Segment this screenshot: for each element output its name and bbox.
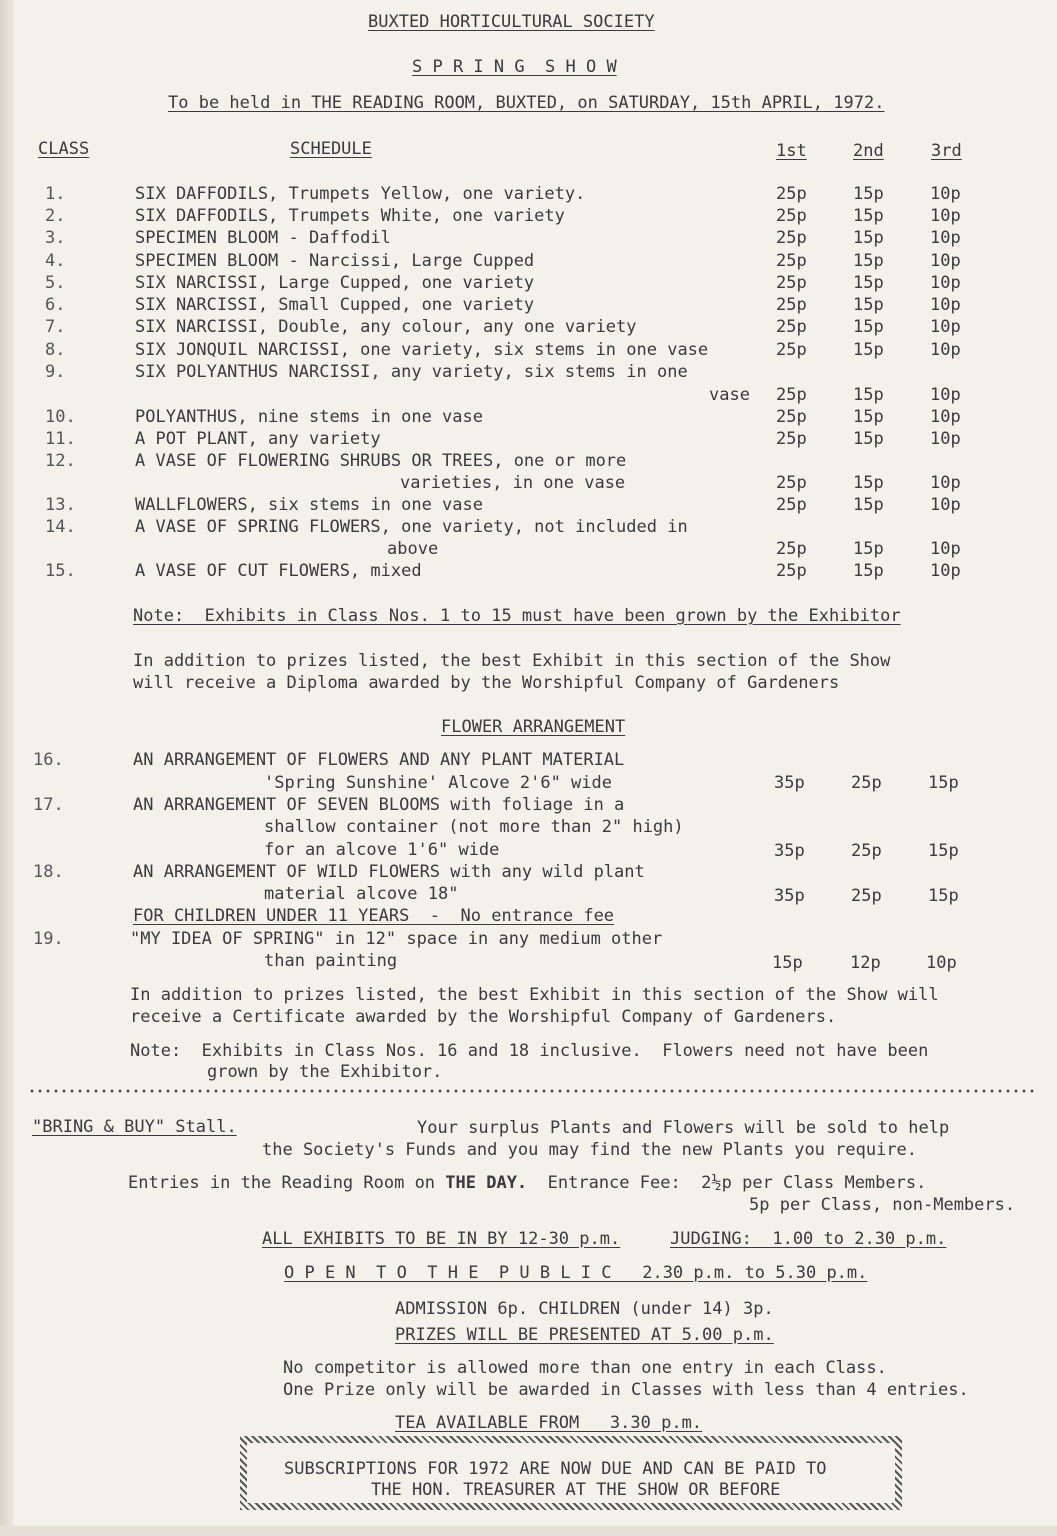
- class-number: 11.: [45, 429, 76, 449]
- third-prize: 10p: [930, 539, 961, 559]
- class-number: 2.: [45, 206, 66, 226]
- class-description: SIX NARCISSI, Small Cupped, one variety: [135, 295, 535, 315]
- class-description: AN ARRANGEMENT OF SEVEN BLOOMS with foliage in a: [133, 795, 625, 815]
- certificate-line-1: In addition to prizes listed, the best Exhibit in this section of the Show will: [130, 985, 939, 1005]
- class-description-cont: than painting: [264, 951, 398, 971]
- third-prize-header: 3rd: [931, 141, 962, 161]
- third-prize: 10p: [930, 407, 961, 427]
- second-prize: 15p: [853, 561, 884, 581]
- show-title: S P R I N G S H O W: [412, 57, 617, 77]
- class-description: SPECIMEN BLOOM - Daffodil: [135, 228, 391, 248]
- dotted-divider: [28, 1089, 1038, 1093]
- entrance-fee-non-members: 5p per Class, non-Members.: [749, 1195, 1016, 1215]
- second-prize: 15p: [853, 429, 884, 449]
- class-column-header: CLASS: [38, 139, 90, 159]
- note-not-grown-line-1: Note: Exhibits in Class Nos. 16 and 18 inclusive. Flowers need not have been: [130, 1041, 929, 1061]
- bring-and-buy-label: "BRING & BUY" Stall.: [32, 1117, 237, 1137]
- exhibits-deadline: ALL EXHIBITS TO BE IN BY 12-30 p.m.: [262, 1229, 621, 1249]
- second-prize: 15p: [853, 184, 884, 204]
- class-number: 3.: [45, 228, 66, 248]
- schedule-column-header: SCHEDULE: [290, 139, 372, 159]
- first-prize: 25p: [776, 251, 807, 271]
- first-prize: 25p: [776, 340, 807, 360]
- class-description: SIX JONQUIL NARCISSI, one variety, six stems in one vase: [135, 340, 709, 360]
- flower-arrangement-title: FLOWER ARRANGEMENT: [441, 717, 626, 737]
- class-number: 6.: [45, 295, 66, 315]
- bring-and-buy-line-2: the Society's Funds and you may find the new Plants you require.: [262, 1140, 918, 1160]
- second-prize: 15p: [853, 385, 884, 405]
- class-number: 17.: [33, 795, 64, 815]
- first-prize: 25p: [776, 473, 807, 493]
- class-number: 14.: [45, 517, 76, 537]
- third-prize: 10p: [930, 273, 961, 293]
- bring-and-buy-line-1: Your surplus Plants and Flowers will be sold to help: [417, 1118, 950, 1138]
- class-description: SIX POLYANTHUS NARCISSI, any variety, six stems in one: [135, 362, 688, 382]
- first-prize: 35p: [774, 841, 805, 861]
- first-prize: 25p: [776, 539, 807, 559]
- second-prize: 15p: [853, 407, 884, 427]
- open-to-public: O P E N T O T H E P U B L I C 2.30 p.m. to 5.30 p.m.: [284, 1263, 868, 1283]
- second-prize: 25p: [851, 886, 882, 906]
- rule-one-entry: No competitor is allowed more than one entry in each Class.: [283, 1358, 887, 1378]
- first-prize: 25p: [776, 561, 807, 581]
- third-prize: 10p: [930, 429, 961, 449]
- second-prize: 25p: [851, 773, 882, 793]
- class-description-cont: above: [387, 539, 439, 559]
- third-prize: 10p: [930, 340, 961, 360]
- first-prize: 25p: [776, 429, 807, 449]
- tea-available: TEA AVAILABLE FROM 3.30 p.m.: [395, 1413, 703, 1433]
- subscriptions-line-2: THE HON. TREASURER AT THE SHOW OR BEFORE: [371, 1480, 781, 1500]
- note-grown-by-exhibitor: Note: Exhibits in Class Nos. 1 to 15 must have been grown by the Exhibitor: [133, 606, 901, 626]
- class-number: 4.: [45, 251, 66, 271]
- class-description-cont: material alcove 18": [264, 884, 459, 904]
- class-number: 9.: [45, 362, 66, 382]
- third-prize: 10p: [930, 495, 961, 515]
- class-number: 7.: [45, 317, 66, 337]
- class-description: WALLFLOWERS, six stems in one vase: [135, 495, 483, 515]
- diploma-line-1: In addition to prizes listed, the best Exhibit in this section of the Show: [133, 651, 891, 671]
- third-prize: 10p: [930, 251, 961, 271]
- page-bottom-edge: [0, 1526, 1057, 1536]
- class-description: "MY IDEA OF SPRING" in 12" space in any medium other: [130, 929, 663, 949]
- second-prize: 15p: [853, 206, 884, 226]
- first-prize: 25p: [776, 385, 807, 405]
- certificate-line-2: receive a Certificate awarded by the Worshipful Company of Gardeners.: [130, 1007, 837, 1027]
- class-description-cont: shallow container (not more than 2" high): [264, 817, 684, 837]
- third-prize: 10p: [930, 385, 961, 405]
- class-number: 15.: [45, 561, 76, 581]
- second-prize: 15p: [853, 539, 884, 559]
- class-description: A VASE OF FLOWERING SHRUBS OR TREES, one or more: [135, 451, 627, 471]
- class-description: SIX NARCISSI, Double, any colour, any one variety: [135, 317, 637, 337]
- class-description: A POT PLANT, any variety: [135, 429, 381, 449]
- class-number: 5.: [45, 273, 66, 293]
- subscriptions-line-1: SUBSCRIPTIONS FOR 1972 ARE NOW DUE AND CAN BE PAID TO: [284, 1459, 827, 1479]
- class-description: AN ARRANGEMENT OF WILD FLOWERS with any wild plant: [133, 862, 645, 882]
- entries-text: Entries in the Reading Room on: [128, 1173, 446, 1193]
- class-description-cont: vase: [709, 385, 750, 405]
- first-prize: 35p: [774, 886, 805, 906]
- class-number: 19.: [33, 929, 64, 949]
- second-prize: 15p: [853, 473, 884, 493]
- second-prize: 15p: [853, 273, 884, 293]
- class-description-cont: varieties, in one vase: [400, 473, 626, 493]
- class-number: 1.: [45, 184, 66, 204]
- class-number: 8.: [45, 340, 66, 360]
- children-heading: FOR CHILDREN UNDER 11 YEARS - No entrance fee: [133, 906, 615, 926]
- third-prize: 10p: [926, 953, 957, 973]
- first-prize: 25p: [776, 228, 807, 248]
- first-prize: 25p: [776, 317, 807, 337]
- first-prize: 35p: [774, 773, 805, 793]
- diploma-line-2: will receive a Diploma awarded by the Worshipful Company of Gardeners: [133, 673, 840, 693]
- rule-one-prize: One Prize only will be awarded in Classes with less than 4 entries.: [283, 1380, 969, 1400]
- prize-presentation: PRIZES WILL BE PRESENTED AT 5.00 p.m.: [395, 1325, 774, 1345]
- second-prize: 15p: [853, 317, 884, 337]
- second-prize: 12p: [850, 953, 881, 973]
- first-prize: 25p: [776, 184, 807, 204]
- third-prize: 15p: [928, 841, 959, 861]
- class-number: 13.: [45, 495, 76, 515]
- class-description: SIX NARCISSI, Large Cupped, one variety: [135, 273, 535, 293]
- second-prize: 25p: [851, 841, 882, 861]
- show-date-line: To be held in THE READING ROOM, BUXTED, on SATURDAY, 15th APRIL, 1972.: [168, 93, 885, 113]
- second-prize: 15p: [853, 495, 884, 515]
- class-description: SPECIMEN BLOOM - Narcissi, Large Cupped: [135, 251, 535, 271]
- class-description: A VASE OF CUT FLOWERS, mixed: [135, 561, 422, 581]
- class-description: AN ARRANGEMENT OF FLOWERS AND ANY PLANT MATERIAL: [133, 750, 625, 770]
- class-description: SIX DAFFODILS, Trumpets White, one variety: [135, 206, 565, 226]
- second-prize: 15p: [853, 340, 884, 360]
- class-description: POLYANTHUS, nine stems in one vase: [135, 407, 483, 427]
- third-prize: 10p: [930, 561, 961, 581]
- entries-line-1: [128, 1173, 926, 1193]
- second-prize: 15p: [853, 228, 884, 248]
- third-prize: 10p: [930, 473, 961, 493]
- third-prize: 10p: [930, 206, 961, 226]
- class-description: A VASE OF SPRING FLOWERS, one variety, not included in: [135, 517, 688, 537]
- class-number: 18.: [33, 862, 64, 882]
- class-description-cont: 'Spring Sunshine' Alcove 2'6" wide: [264, 773, 612, 793]
- first-prize: 25p: [776, 407, 807, 427]
- third-prize: 10p: [930, 317, 961, 337]
- class-number: 16.: [33, 750, 64, 770]
- class-number: 12.: [45, 451, 76, 471]
- first-prize: 25p: [776, 273, 807, 293]
- class-number: 10.: [45, 407, 76, 427]
- the-day-text: THE DAY.: [445, 1173, 528, 1193]
- first-prize: 15p: [772, 953, 803, 973]
- class-description: SIX DAFFODILS, Trumpets Yellow, one variety.: [135, 184, 586, 204]
- judging-time: JUDGING: 1.00 to 2.30 p.m.: [670, 1229, 947, 1249]
- first-prize-header: 1st: [776, 141, 807, 161]
- third-prize: 10p: [930, 184, 961, 204]
- binding-edge: [0, 0, 14, 1536]
- class-description-cont: for an alcove 1'6" wide: [264, 840, 500, 860]
- third-prize: 15p: [928, 886, 959, 906]
- third-prize: 10p: [930, 228, 961, 248]
- note-not-grown-line-2: grown by the Exhibitor.: [207, 1062, 443, 1082]
- entrance-fee-members: Entrance Fee: 2½p per Class Members.: [527, 1173, 927, 1193]
- third-prize: 10p: [930, 295, 961, 315]
- society-title: BUXTED HORTICULTURAL SOCIETY: [368, 12, 655, 32]
- admission-price: ADMISSION 6p. CHILDREN (under 14) 3p.: [395, 1299, 774, 1319]
- second-prize: 15p: [853, 251, 884, 271]
- second-prize-header: 2nd: [853, 141, 884, 161]
- second-prize: 15p: [853, 295, 884, 315]
- first-prize: 25p: [776, 295, 807, 315]
- first-prize: 25p: [776, 206, 807, 226]
- third-prize: 15p: [928, 773, 959, 793]
- first-prize: 25p: [776, 495, 807, 515]
